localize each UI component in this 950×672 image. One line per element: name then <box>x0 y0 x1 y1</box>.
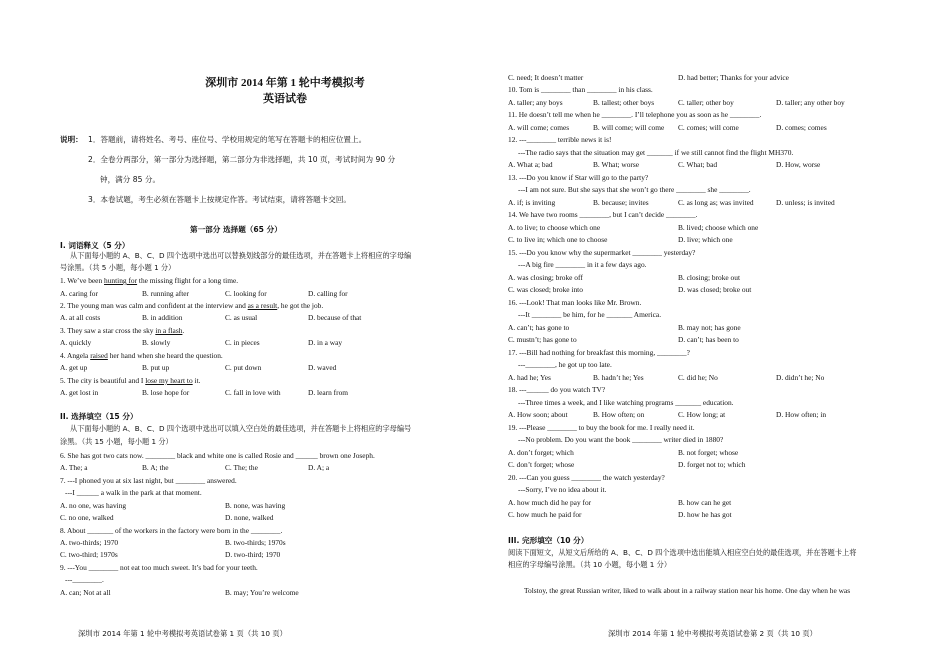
q20-option-d[interactable]: D. how he has got <box>678 510 732 519</box>
section3-heading: III. 完形填空（10 分） <box>508 536 589 545</box>
q2-option-d[interactable]: D. because of that <box>308 313 362 322</box>
question-6: 6. She has got two cats now. ________ black and white one is called Rosie and ______ brown one Joseph. <box>60 451 375 460</box>
q17-option-a[interactable]: A. had he; Yes <box>508 373 551 382</box>
q16-option-c[interactable]: C. mustn’t; has gone to <box>508 335 577 344</box>
section1-heading: I. 词语释义（5 分） <box>60 241 130 250</box>
q16-option-b[interactable]: B. may not; has gone <box>678 323 741 332</box>
q3-option-b[interactable]: B. slowly <box>142 338 171 347</box>
instructions-label: 说明： <box>60 135 83 144</box>
q12-option-b[interactable]: B. What; worse <box>593 160 640 169</box>
question-18-reply: ---Three times a week, and I like watching programs _______ education. <box>518 398 734 407</box>
q10-option-d[interactable]: D. taller; any other boy <box>776 98 845 107</box>
question-19: 19. ---Please ________ to buy the book for me. I really need it. <box>508 423 695 432</box>
q9-option-c[interactable]: C. need; It doesn’t matter <box>508 73 584 82</box>
q3-option-c[interactable]: C. in pieces <box>225 338 260 347</box>
q8-option-d[interactable]: D. two-third; 1970 <box>225 550 281 559</box>
q6-option-b[interactable]: B. A; the <box>142 463 169 472</box>
section1-desc: 从下面每小题的 A、B、C、D 四个选项中选出可以替换划线部分的最佳选项，并在答题卡上将相应的字母编 <box>70 251 412 260</box>
instruction-3: 3．本卷试题，考生必须在答题卡上按规定作答。考试结束，请将答题卡交回。 <box>88 195 352 204</box>
q14-option-c[interactable]: C. to live in; which one to choose <box>508 235 608 244</box>
section2-desc: 从下面每小题的 A、B、C、D 四个选项中选出可以填入空白处的最佳选项，并在答题卡上将相应的字母编号 <box>70 424 412 433</box>
q16-option-a[interactable]: A. can’t; has gone to <box>508 323 570 332</box>
page-1-footer: 深圳市 2014 年第 1 轮中考模拟考英语试卷第 1 页（共 10 页） <box>78 629 287 638</box>
q17-option-d[interactable]: D. didn’t he; No <box>776 373 825 382</box>
q5-option-a[interactable]: A. get lost in <box>60 388 99 397</box>
q13-option-b[interactable]: B. because; invites <box>593 198 649 207</box>
question-7-reply: ---I ______ a walk in the park at that moment. <box>65 488 202 497</box>
q13-option-a[interactable]: A. if; is inviting <box>508 198 556 207</box>
question-13: 13. ---Do you know if Star will go to the party? <box>508 173 649 182</box>
q3-option-a[interactable]: A. quickly <box>60 338 92 347</box>
q2-option-c[interactable]: C. as usual <box>225 313 258 322</box>
q7-option-b[interactable]: B. none, was having <box>225 501 286 510</box>
q4-option-a[interactable]: A. get up <box>60 363 88 372</box>
question-20: 20. ---Can you guess ________ the watch yesterday? <box>508 473 665 482</box>
q6-option-c[interactable]: C. The; the <box>225 463 258 472</box>
q5-option-d[interactable]: D. learn from <box>308 388 349 397</box>
q4-option-d[interactable]: D. waved <box>308 363 337 372</box>
section2-heading: II. 选择填空（15 分） <box>60 412 138 421</box>
q17-option-c[interactable]: C. did he; No <box>678 373 718 382</box>
exam-title: 深圳市 2014 年第 1 轮中考模拟考 <box>205 77 365 89</box>
q10-option-b[interactable]: B. tallest; other boys <box>593 98 655 107</box>
q5-option-c[interactable]: C. fall in love with <box>225 388 281 397</box>
q1-option-d[interactable]: D. calling for <box>308 289 348 298</box>
section3-desc-cont: 相应的字母编号涂黑。（共 10 小题，每小题 1 分） <box>508 560 672 569</box>
q8-option-b[interactable]: B. two-thirds; 1970s <box>225 538 286 547</box>
q12-option-d[interactable]: D. How, worse <box>776 160 821 169</box>
q5-option-b[interactable]: B. lose hope for <box>142 388 190 397</box>
q9-option-d[interactable]: D. had better; Thanks for your advice <box>678 73 789 82</box>
q7-option-a[interactable]: A. no one, was having <box>60 501 127 510</box>
q20-option-b[interactable]: B. how can he get <box>678 498 732 507</box>
question-14: 14. We have two rooms ________, but I can’t decide ________. <box>508 210 698 219</box>
instruction-1: 1．答题前，请将姓名、考号、座位号、学校用规定的笔写在答题卡的相应位置上。 <box>88 135 367 144</box>
q18-option-d[interactable]: D. How often; in <box>776 410 827 419</box>
q12-option-c[interactable]: C. What; bad <box>678 160 718 169</box>
q18-option-c[interactable]: C. How long; at <box>678 410 726 419</box>
q2-option-b[interactable]: B. in addition <box>142 313 183 322</box>
q9-option-b[interactable]: B. may; You’re welcome <box>225 588 299 597</box>
q13-option-d[interactable]: D. unless; is invited <box>776 198 835 207</box>
q18-option-a[interactable]: A. How soon; about <box>508 410 568 419</box>
q15-option-a[interactable]: A. was closing; broke off <box>508 273 583 282</box>
q19-option-d[interactable]: D. forget not to; which <box>678 460 746 469</box>
q10-option-a[interactable]: A. taller; any boys <box>508 98 563 107</box>
q19-option-c[interactable]: C. don’t forget; whose <box>508 460 575 469</box>
q19-option-b[interactable]: B. not forget; whose <box>678 448 739 457</box>
question-17: 17. ---Bill had nothing for breakfast this morning, ________? <box>508 348 690 357</box>
instruction-2-cont: 钟，满分 85 分。 <box>100 175 161 184</box>
section3-desc: 阅读下面短文，从短文后所给的 A、B、C、D 四个选项中选出能填入相应空白处的最佳选项，并在答题卡上将 <box>508 548 857 557</box>
q6-option-d[interactable]: D. A; a <box>308 463 330 472</box>
question-11: 11. He doesn’t tell me when he ________. I’ll telephone you as soon as he ________. <box>508 110 762 119</box>
q20-option-a[interactable]: A. how much did he pay for <box>508 498 592 507</box>
q11-option-a[interactable]: A. will come; comes <box>508 123 570 132</box>
q13-option-c[interactable]: C. as long as; was invited <box>678 198 754 207</box>
question-9: 9. ---You ________ not eat too much sweet. It’s bad for your teeth. <box>60 563 258 572</box>
question-17-reply: ---________, he got up too late. <box>518 360 612 369</box>
q2-option-a[interactable]: A. at all costs <box>60 313 101 322</box>
question-20-reply: ---Sorry, I’ve no idea about it. <box>518 485 607 494</box>
question-15-reply: ---A big fire ________ in it a few days ago. <box>518 260 647 269</box>
question-5: 5. The city is beautiful and I lose my heart to it. <box>60 376 201 385</box>
question-16-reply: ---It ________ be him, for he _______ America. <box>518 310 662 319</box>
q7-option-d[interactable]: D. none, walked <box>225 513 274 522</box>
q3-option-d[interactable]: D. in a way <box>308 338 343 347</box>
q17-option-b[interactable]: B. hadn’t he; Yes <box>593 373 644 382</box>
question-19-reply: ---No problem. Do you want the book ________ writer died in 1880? <box>518 435 724 444</box>
q15-option-b[interactable]: B. closing; broke out <box>678 273 740 282</box>
section2-desc-cont: 涂黑。（共 15 小题，每小题 1 分） <box>60 437 173 446</box>
question-8: 8. About _______ of the workers in the factory were born in the ________. <box>60 526 283 535</box>
question-4: 4. Angela raised her hand when she heard the question. <box>60 351 223 360</box>
q9-option-a[interactable]: A. can; Not at all <box>60 588 111 597</box>
question-12-reply: ---The radio says that the situation may get _______ if we still cannot find the flight MH370. <box>518 148 794 157</box>
page-2-footer: 深圳市 2014 年第 1 轮中考模拟考英语试卷第 2 页（共 10 页） <box>608 629 817 638</box>
q6-option-a[interactable]: A. The; a <box>60 463 88 472</box>
q15-option-c[interactable]: C. was closed; broke into <box>508 285 583 294</box>
question-3: 3. They saw a star cross the sky in a flash. <box>60 326 185 335</box>
question-1: 1. We’ve been hunting for the missing flight for a long time. <box>60 276 239 285</box>
q16-option-d[interactable]: D. can’t; has been to <box>678 335 739 344</box>
q10-option-c[interactable]: C. taller; other boy <box>678 98 734 107</box>
instruction-2: 2．全卷分两部分，第一部分为选择题，第二部分为非选择题，共 10 页，考试时间为 90 分 <box>88 155 396 164</box>
q7-option-c[interactable]: C. no one, walked <box>60 513 114 522</box>
q18-option-b[interactable]: B. How often; on <box>593 410 645 419</box>
q20-option-c[interactable]: C. how much he paid for <box>508 510 582 519</box>
q4-option-c[interactable]: C. put down <box>225 363 262 372</box>
section1-desc-cont: 号涂黑。（共 5 小题，每小题 1 分） <box>60 263 176 272</box>
question-2: 2. The young man was calm and confident at the interview and as a result, he got the job. <box>60 301 324 310</box>
question-16: 16. ---Look! That man looks like Mr. Brown. <box>508 298 642 307</box>
q15-option-d[interactable]: D. was closed; broke out <box>678 285 752 294</box>
question-13-reply: ---I am not sure. But she says that she won’t go there ________ she ________. <box>518 185 751 194</box>
q19-option-a[interactable]: A. don’t forget; which <box>508 448 574 457</box>
question-9-reply: ---________. <box>65 575 104 584</box>
part1-heading: 第一部分 选择题（65 分） <box>190 225 282 234</box>
q4-option-b[interactable]: B. put up <box>142 363 170 372</box>
q8-option-a[interactable]: A. two-thirds; 1970 <box>60 538 119 547</box>
q11-option-d[interactable]: D. comes; comes <box>776 123 827 132</box>
question-10: 10. Tom is ________ than ________ in his class. <box>508 85 653 94</box>
q1-option-b[interactable]: B. running after <box>142 289 189 298</box>
question-18: 18. ---______ do you watch TV? <box>508 385 606 394</box>
cloze-passage: Tolstoy, the great Russian writer, liked to walk about in a railway station near his home. One day when he was <box>524 586 851 595</box>
question-12: 12. ---________ terrible news it is! <box>508 135 612 144</box>
q12-option-a[interactable]: A. What a; bad <box>508 160 553 169</box>
q8-option-c[interactable]: C. two-third; 1970s <box>60 550 118 559</box>
q1-option-a[interactable]: A. caring for <box>60 289 98 298</box>
q1-option-c[interactable]: C. looking for <box>225 289 267 298</box>
q14-option-d[interactable]: D. live; which one <box>678 235 733 244</box>
exam-subtitle: 英语试卷 <box>263 93 307 105</box>
question-7: 7. ---I phoned you at six last night, but ________ answered. <box>60 476 237 485</box>
q14-option-b[interactable]: B. lived; choose which one <box>678 223 759 232</box>
question-15: 15. ---Do you know why the supermarket ________ yesterday? <box>508 248 696 257</box>
q14-option-a[interactable]: A. to live; to choose which one <box>508 223 601 232</box>
q11-option-b[interactable]: B. will come; will come <box>593 123 665 132</box>
q11-option-c[interactable]: C. comes; will come <box>678 123 739 132</box>
